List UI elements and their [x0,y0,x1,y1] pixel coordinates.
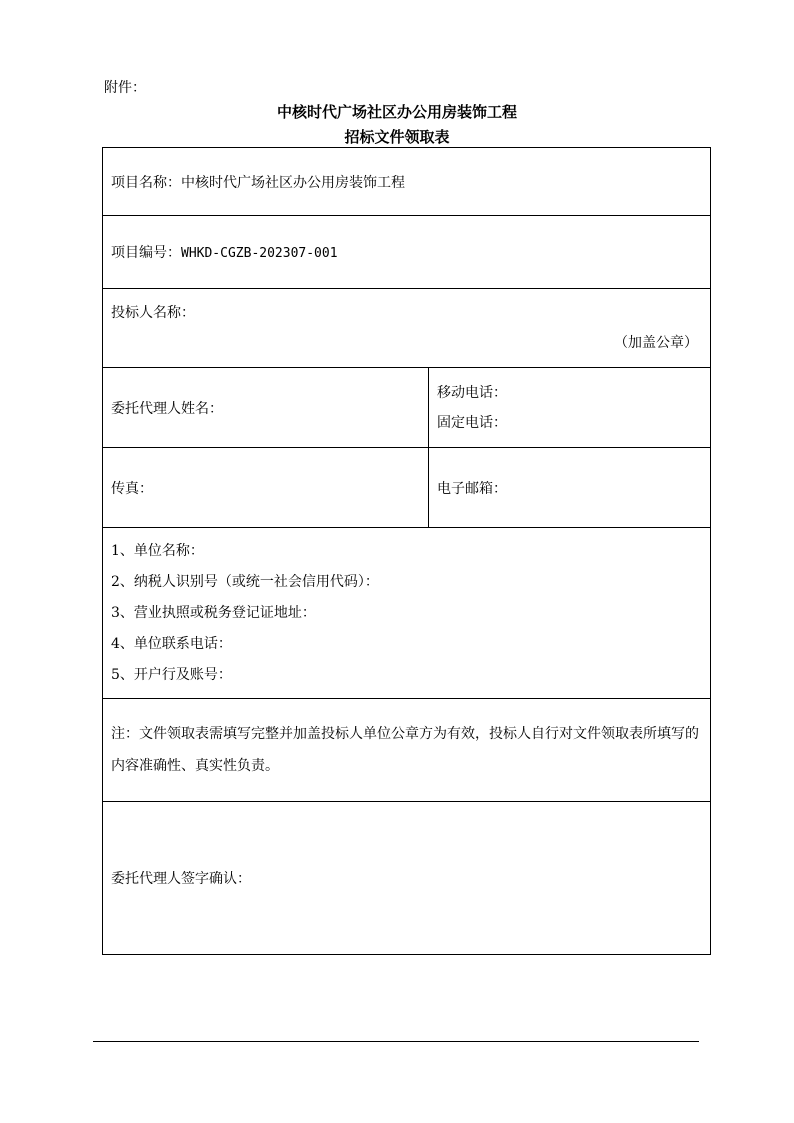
fax-label: 传真： [111,480,153,497]
project-number-value: WHKD-CGZB-202307-001 [181,246,338,261]
bidder-name-row [103,289,711,368]
bidder-name-field[interactable] [103,289,711,368]
note-cell [103,699,711,802]
email-field[interactable] [429,448,711,528]
agent-name-field[interactable] [103,368,429,448]
agent-name-label: 委托代理人姓名： [111,400,223,417]
project-name-value: 中核时代广场社区办公用房装饰工程 [181,174,405,191]
project-name-label: 项目名称： [111,174,181,191]
signature-field[interactable] [103,802,711,955]
bidder-name-label: 投标人名称： [111,305,195,321]
mobile-field[interactable]: 移动电话： [437,384,507,401]
fax-email-row [103,448,711,528]
signature-row [103,802,711,955]
list-item: 4、单位联系电话： [111,635,232,652]
agent-row [103,368,711,448]
note-text: 注：文件领取表需填写完整并加盖投标人单位公章方为有效，投标人自行对文件领取表所填写的内容准确性、真实性负责。 [111,726,699,774]
list-item: 3、营业执照或税务登记证地址： [111,604,316,621]
list-item: 5、开户行及账号： [111,666,232,683]
document-title: 中核时代广场社区办公用房装饰工程 [276,103,517,121]
invoice-info-field[interactable] [103,528,711,699]
signature-label: 委托代理人签字确认： [111,871,251,887]
note-row [103,699,711,802]
project-number-label: 项目编号： [111,245,181,261]
landline-field[interactable]: 固定电话： [437,414,507,431]
attachment-label: 附件： [104,80,146,96]
project-name-row [103,148,711,216]
seal-note: （加盖公章） [614,335,698,351]
project-number-row [103,216,711,289]
project-number-field[interactable] [103,216,711,289]
footer-divider [93,1041,699,1042]
email-label: 电子邮箱： [437,480,507,497]
fax-field[interactable] [103,448,429,528]
list-item: 1、单位名称： [111,542,204,559]
list-item: 2、纳税人识别号（或统一社会信用代码）： [111,573,379,590]
invoice-info-row [103,528,711,699]
bid-document-collection-form [102,147,711,955]
project-name-field[interactable] [103,148,711,216]
phone-cell [429,368,711,448]
document-subtitle: 招标文件领取表 [344,128,450,146]
